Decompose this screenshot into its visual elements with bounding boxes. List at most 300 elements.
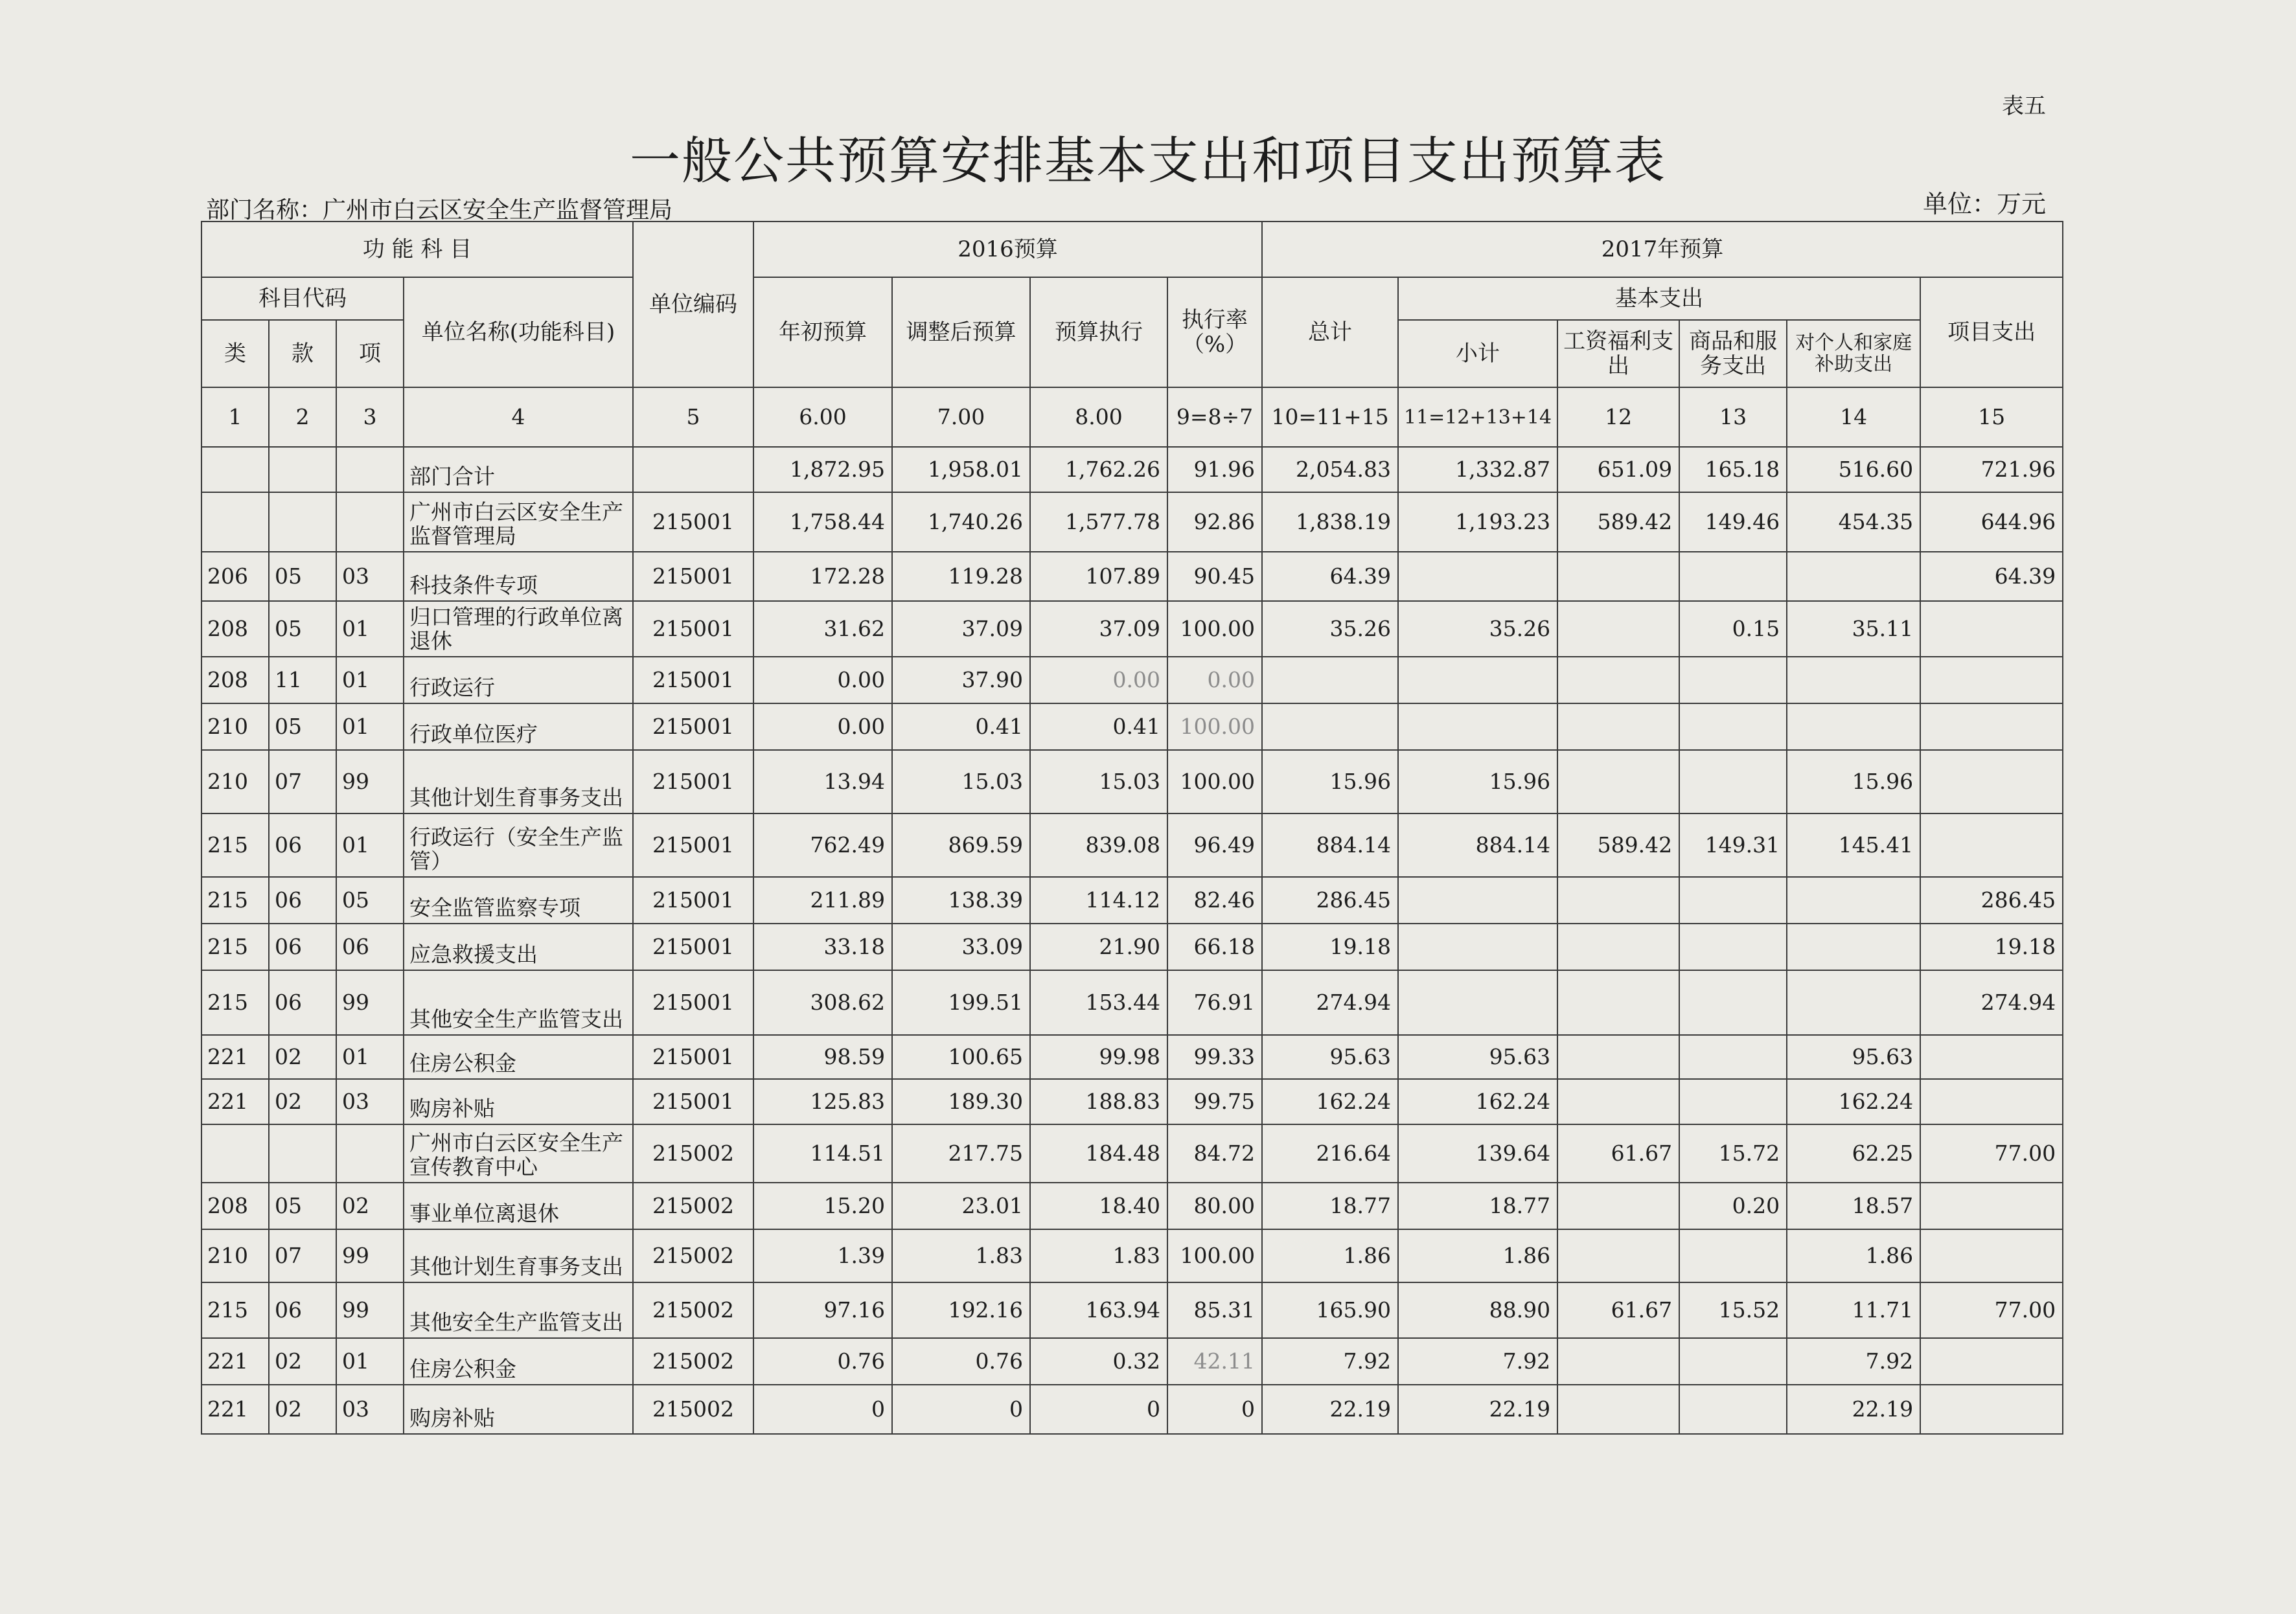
execution-rate-cell: 0.00 — [1167, 657, 1262, 703]
subtotal-cell — [1398, 657, 1557, 703]
initial-budget-header: 年初预算 — [753, 277, 892, 387]
unit-name-cell: 其他计划生育事务支出 — [404, 750, 633, 813]
total-cell: 19.18 — [1262, 924, 1398, 970]
category-cell: 215 — [201, 813, 269, 877]
individual-household-cell — [1787, 970, 1920, 1035]
goods-services-cell — [1679, 1079, 1787, 1124]
individual-household-cell: 7.92 — [1787, 1338, 1920, 1385]
total-cell: 2,054.83 — [1262, 447, 1398, 492]
adjusted-budget-cell: 1.83 — [892, 1229, 1030, 1282]
total-cell: 216.64 — [1262, 1124, 1398, 1183]
individual-household-cell: 162.24 — [1787, 1079, 1920, 1124]
section-cell — [269, 492, 336, 552]
goods-services-cell — [1679, 970, 1787, 1035]
item-cell: 03 — [336, 1079, 404, 1124]
unit-code-cell: 215001 — [633, 924, 753, 970]
adjusted-budget-cell: 33.09 — [892, 924, 1030, 970]
adjusted-budget-cell: 189.30 — [892, 1079, 1030, 1124]
section-cell: 06 — [269, 924, 336, 970]
wages-welfare-cell: 589.42 — [1557, 492, 1679, 552]
execution-rate-cell: 100.00 — [1167, 601, 1262, 657]
section-cell: 06 — [269, 813, 336, 877]
category-cell — [201, 447, 269, 492]
unit-name-cell: 广州市白云区安全生产监督管理局 — [404, 492, 633, 552]
budget-table — [201, 221, 2063, 1435]
item-cell: 99 — [336, 970, 404, 1035]
individual-household-cell: 1.86 — [1787, 1229, 1920, 1282]
unit-name-cell: 住房公积金 — [404, 1035, 633, 1079]
subtotal-cell: 35.26 — [1398, 601, 1557, 657]
adjusted-budget-cell: 192.16 — [892, 1282, 1030, 1338]
goods-services-cell — [1679, 1035, 1787, 1079]
individual-household-cell: 22.19 — [1787, 1385, 1920, 1434]
project-expenditure-cell — [1920, 601, 2063, 657]
execution-rate-cell: 99.33 — [1167, 1035, 1262, 1079]
individual-household-cell: 35.11 — [1787, 601, 1920, 657]
budget-execution-cell: 99.98 — [1030, 1035, 1167, 1079]
subtotal-cell: 162.24 — [1398, 1079, 1557, 1124]
project-expenditure-header: 项目支出 — [1920, 277, 2063, 387]
table-row — [201, 1124, 2063, 1183]
header-row-2 — [201, 277, 2063, 320]
execution-rate-cell: 100.00 — [1167, 703, 1262, 750]
table-row — [201, 601, 2063, 657]
unit-code-cell: 215002 — [633, 1385, 753, 1434]
budget-execution-cell: 1,762.26 — [1030, 447, 1167, 492]
execution-rate-cell: 92.86 — [1167, 492, 1262, 552]
table-row — [201, 750, 2063, 813]
total-cell: 15.96 — [1262, 750, 1398, 813]
item-cell: 03 — [336, 552, 404, 601]
subtotal-cell: 1.86 — [1398, 1229, 1557, 1282]
unit-code-cell: 215001 — [633, 813, 753, 877]
initial-budget-cell: 0.00 — [753, 703, 892, 750]
adjusted-budget-cell: 15.03 — [892, 750, 1030, 813]
individual-household-cell: 95.63 — [1787, 1035, 1920, 1079]
col-number: 6.00 — [753, 387, 892, 447]
goods-services-cell — [1679, 703, 1787, 750]
wages-welfare-cell: 61.67 — [1557, 1282, 1679, 1338]
budget-execution-cell: 37.09 — [1030, 601, 1167, 657]
goods-services-cell — [1679, 552, 1787, 601]
unit-code-cell: 215001 — [633, 492, 753, 552]
item-cell: 03 — [336, 1385, 404, 1434]
wages-welfare-cell — [1557, 924, 1679, 970]
category-cell: 208 — [201, 657, 269, 703]
unit-name-cell: 行政运行（安全生产监管） — [404, 813, 633, 877]
wages-welfare-cell — [1557, 750, 1679, 813]
project-expenditure-cell: 77.00 — [1920, 1124, 2063, 1183]
wages-welfare-cell — [1557, 1183, 1679, 1229]
table-row — [201, 1338, 2063, 1385]
budget-execution-header: 预算执行 — [1030, 277, 1167, 387]
execution-rate-cell: 80.00 — [1167, 1183, 1262, 1229]
item-cell — [336, 492, 404, 552]
category-cell: 221 — [201, 1338, 269, 1385]
project-expenditure-cell — [1920, 1183, 2063, 1229]
item-header: 项 — [336, 320, 404, 387]
section-cell: 07 — [269, 750, 336, 813]
subtotal-header: 小计 — [1398, 320, 1557, 387]
wages-welfare-cell — [1557, 657, 1679, 703]
initial-budget-cell: 1,872.95 — [753, 447, 892, 492]
item-cell: 99 — [336, 750, 404, 813]
col-number: 13 — [1679, 387, 1787, 447]
col-number: 14 — [1787, 387, 1920, 447]
adjusted-budget-cell: 1,958.01 — [892, 447, 1030, 492]
unit-code-cell: 215002 — [633, 1124, 753, 1183]
adjusted-budget-cell: 37.90 — [892, 657, 1030, 703]
budget-execution-cell: 839.08 — [1030, 813, 1167, 877]
item-cell — [336, 1124, 404, 1183]
total-cell: 1.86 — [1262, 1229, 1398, 1282]
wages-welfare-cell — [1557, 1035, 1679, 1079]
col-number: 11=12+13+14 — [1398, 387, 1557, 447]
col-number: 4 — [404, 387, 633, 447]
goods-services-cell: 165.18 — [1679, 447, 1787, 492]
col-number: 7.00 — [892, 387, 1030, 447]
table-row — [201, 1183, 2063, 1229]
goods-services-header: 商品和服务支出 — [1679, 320, 1787, 387]
wages-welfare-cell — [1557, 1229, 1679, 1282]
adjusted-budget-header: 调整后预算 — [892, 277, 1030, 387]
initial-budget-cell: 97.16 — [753, 1282, 892, 1338]
project-expenditure-cell — [1920, 1035, 2063, 1079]
table-row — [201, 1282, 2063, 1338]
total-cell: 18.77 — [1262, 1183, 1398, 1229]
budget-execution-cell: 21.90 — [1030, 924, 1167, 970]
initial-budget-cell: 1,758.44 — [753, 492, 892, 552]
unit-name-cell: 行政运行 — [404, 657, 633, 703]
adjusted-budget-cell: 0 — [892, 1385, 1030, 1434]
adjusted-budget-cell: 0.76 — [892, 1338, 1030, 1385]
table-row — [201, 492, 2063, 552]
col-number: 1 — [201, 387, 269, 447]
initial-budget-cell: 0.76 — [753, 1338, 892, 1385]
budget-execution-cell: 1,577.78 — [1030, 492, 1167, 552]
category-cell: 221 — [201, 1385, 269, 1434]
unit-code-cell: 215001 — [633, 877, 753, 924]
wages-welfare-header: 工资福利支出 — [1557, 320, 1679, 387]
individual-household-cell — [1787, 552, 1920, 601]
wages-welfare-cell — [1557, 1338, 1679, 1385]
initial-budget-cell: 98.59 — [753, 1035, 892, 1079]
section-cell: 06 — [269, 877, 336, 924]
table-row — [201, 813, 2063, 877]
wages-welfare-cell: 589.42 — [1557, 813, 1679, 877]
budget-execution-cell: 114.12 — [1030, 877, 1167, 924]
category-cell: 215 — [201, 924, 269, 970]
execution-rate-cell: 96.49 — [1167, 813, 1262, 877]
initial-budget-cell: 13.94 — [753, 750, 892, 813]
initial-budget-cell: 308.62 — [753, 970, 892, 1035]
subtotal-cell — [1398, 703, 1557, 750]
table-row — [201, 657, 2063, 703]
unit-code-cell: 215001 — [633, 970, 753, 1035]
wages-welfare-cell — [1557, 601, 1679, 657]
goods-services-cell — [1679, 924, 1787, 970]
wages-welfare-cell — [1557, 552, 1679, 601]
project-expenditure-cell: 19.18 — [1920, 924, 2063, 970]
unit-code-cell: 215001 — [633, 1035, 753, 1079]
execution-rate-cell: 42.11 — [1167, 1338, 1262, 1385]
section-cell: 05 — [269, 703, 336, 750]
individual-household-header: 对个人和家庭补助支出 — [1787, 320, 1920, 387]
section-cell: 07 — [269, 1229, 336, 1282]
section-cell: 05 — [269, 601, 336, 657]
unit-name-cell: 事业单位离退休 — [404, 1183, 633, 1229]
adjusted-budget-cell: 23.01 — [892, 1183, 1030, 1229]
goods-services-cell — [1679, 657, 1787, 703]
project-expenditure-cell — [1920, 657, 2063, 703]
budget-execution-cell: 0.32 — [1030, 1338, 1167, 1385]
total-cell: 35.26 — [1262, 601, 1398, 657]
basic-expenditure-header: 基本支出 — [1398, 277, 1920, 320]
item-cell: 01 — [336, 813, 404, 877]
goods-services-cell: 15.72 — [1679, 1124, 1787, 1183]
total-cell: 1,838.19 — [1262, 492, 1398, 552]
total-cell: 165.90 — [1262, 1282, 1398, 1338]
goods-services-cell — [1679, 1385, 1787, 1434]
function-subject-header: 功 能 科 目 — [201, 222, 633, 277]
adjusted-budget-cell: 37.09 — [892, 601, 1030, 657]
initial-budget-cell: 1.39 — [753, 1229, 892, 1282]
unit-code-header: 单位编码 — [633, 222, 753, 387]
table-row — [201, 1229, 2063, 1282]
total-cell: 286.45 — [1262, 877, 1398, 924]
item-cell: 01 — [336, 601, 404, 657]
execution-rate-cell: 82.46 — [1167, 877, 1262, 924]
individual-household-cell: 516.60 — [1787, 447, 1920, 492]
category-cell — [201, 492, 269, 552]
unit-name-cell: 住房公积金 — [404, 1338, 633, 1385]
individual-household-cell: 18.57 — [1787, 1183, 1920, 1229]
category-cell: 215 — [201, 877, 269, 924]
unit-name-cell: 购房补贴 — [404, 1079, 633, 1124]
budget-execution-cell: 153.44 — [1030, 970, 1167, 1035]
total-cell — [1262, 657, 1398, 703]
item-cell: 99 — [336, 1282, 404, 1338]
execution-rate-cell: 84.72 — [1167, 1124, 1262, 1183]
col-number: 5 — [633, 387, 753, 447]
execution-rate-cell: 100.00 — [1167, 750, 1262, 813]
goods-services-cell: 149.31 — [1679, 813, 1787, 877]
subtotal-cell: 7.92 — [1398, 1338, 1557, 1385]
wages-welfare-cell — [1557, 877, 1679, 924]
category-cell: 215 — [201, 1282, 269, 1338]
goods-services-cell: 0.20 — [1679, 1183, 1787, 1229]
project-expenditure-cell: 77.00 — [1920, 1282, 2063, 1338]
budget-2016-header: 2016预算 — [753, 222, 1262, 277]
total-header: 总计 — [1262, 277, 1398, 387]
adjusted-budget-cell: 119.28 — [892, 552, 1030, 601]
item-cell: 02 — [336, 1183, 404, 1229]
unit-code-cell: 215002 — [633, 1229, 753, 1282]
wages-welfare-cell — [1557, 1385, 1679, 1434]
goods-services-cell — [1679, 1338, 1787, 1385]
total-cell: 95.63 — [1262, 1035, 1398, 1079]
unit-name-cell: 购房补贴 — [404, 1385, 633, 1434]
total-cell: 884.14 — [1262, 813, 1398, 877]
subtotal-cell — [1398, 552, 1557, 601]
adjusted-budget-cell: 100.65 — [892, 1035, 1030, 1079]
goods-services-cell: 0.15 — [1679, 601, 1787, 657]
category-cell: 206 — [201, 552, 269, 601]
execution-rate-cell: 91.96 — [1167, 447, 1262, 492]
subtotal-cell: 884.14 — [1398, 813, 1557, 877]
goods-services-cell: 149.46 — [1679, 492, 1787, 552]
execution-rate-cell: 100.00 — [1167, 1229, 1262, 1282]
category-cell: 210 — [201, 750, 269, 813]
goods-services-cell — [1679, 750, 1787, 813]
budget-execution-cell: 184.48 — [1030, 1124, 1167, 1183]
category-cell: 221 — [201, 1079, 269, 1124]
section-cell: 02 — [269, 1035, 336, 1079]
category-cell — [201, 1124, 269, 1183]
section-cell: 06 — [269, 970, 336, 1035]
budget-execution-cell: 1.83 — [1030, 1229, 1167, 1282]
individual-household-cell — [1787, 703, 1920, 750]
budget-execution-cell: 188.83 — [1030, 1079, 1167, 1124]
total-cell: 64.39 — [1262, 552, 1398, 601]
subtotal-cell: 18.77 — [1398, 1183, 1557, 1229]
unit-name-cell: 部门合计 — [404, 447, 633, 492]
individual-household-cell — [1787, 877, 1920, 924]
col-number: 10=11+15 — [1262, 387, 1398, 447]
unit-name-cell: 科技条件专项 — [404, 552, 633, 601]
section-header: 款 — [269, 320, 336, 387]
item-cell: 06 — [336, 924, 404, 970]
project-expenditure-cell — [1920, 813, 2063, 877]
table-row — [201, 552, 2063, 601]
wages-welfare-cell: 61.67 — [1557, 1124, 1679, 1183]
project-expenditure-cell — [1920, 1338, 2063, 1385]
item-cell: 05 — [336, 877, 404, 924]
project-expenditure-cell: 274.94 — [1920, 970, 2063, 1035]
adjusted-budget-cell: 0.41 — [892, 703, 1030, 750]
subtotal-cell: 1,193.23 — [1398, 492, 1557, 552]
col-number: 9=8÷7 — [1167, 387, 1262, 447]
adjusted-budget-cell: 199.51 — [892, 970, 1030, 1035]
initial-budget-cell: 125.83 — [753, 1079, 892, 1124]
section-cell: 05 — [269, 1183, 336, 1229]
individual-household-cell: 15.96 — [1787, 750, 1920, 813]
individual-household-cell: 62.25 — [1787, 1124, 1920, 1183]
budget-execution-cell: 0 — [1030, 1385, 1167, 1434]
table-row — [201, 970, 2063, 1035]
wages-welfare-cell: 651.09 — [1557, 447, 1679, 492]
unit-name-cell: 其他计划生育事务支出 — [404, 1229, 633, 1282]
col-number: 2 — [269, 387, 336, 447]
project-expenditure-cell — [1920, 1079, 2063, 1124]
adjusted-budget-cell: 1,740.26 — [892, 492, 1030, 552]
unit-name-cell: 其他安全生产监管支出 — [404, 1282, 633, 1338]
unit-code-cell — [633, 447, 753, 492]
initial-budget-cell: 762.49 — [753, 813, 892, 877]
total-cell — [1262, 703, 1398, 750]
subtotal-cell — [1398, 924, 1557, 970]
table-row — [201, 447, 2063, 492]
wages-welfare-cell — [1557, 970, 1679, 1035]
subject-code-header: 科目代码 — [201, 277, 404, 320]
adjusted-budget-cell: 217.75 — [892, 1124, 1030, 1183]
budget-execution-cell: 0.00 — [1030, 657, 1167, 703]
individual-household-cell: 145.41 — [1787, 813, 1920, 877]
category-cell: 208 — [201, 1183, 269, 1229]
page-title: 一般公共预算安排基本支出和项目支出预算表 — [629, 132, 1666, 190]
execution-rate-cell: 90.45 — [1167, 552, 1262, 601]
column-number-row — [201, 387, 2063, 447]
subtotal-cell: 139.64 — [1398, 1124, 1557, 1183]
total-cell: 22.19 — [1262, 1385, 1398, 1434]
total-cell: 274.94 — [1262, 970, 1398, 1035]
initial-budget-cell: 31.62 — [753, 601, 892, 657]
budget-execution-cell: 107.89 — [1030, 552, 1167, 601]
initial-budget-cell: 211.89 — [753, 877, 892, 924]
table-row — [201, 924, 2063, 970]
category-cell: 210 — [201, 1229, 269, 1282]
category-cell: 208 — [201, 601, 269, 657]
item-cell: 01 — [336, 703, 404, 750]
col-number: 12 — [1557, 387, 1679, 447]
section-cell: 05 — [269, 552, 336, 601]
project-expenditure-cell: 64.39 — [1920, 552, 2063, 601]
unit-code-cell: 215002 — [633, 1338, 753, 1385]
unit-code-cell: 215001 — [633, 601, 753, 657]
table-row — [201, 1385, 2063, 1434]
table-number: 表五 — [2002, 93, 2046, 119]
initial-budget-cell: 0.00 — [753, 657, 892, 703]
section-cell: 11 — [269, 657, 336, 703]
project-expenditure-cell: 286.45 — [1920, 877, 2063, 924]
budget-execution-cell: 15.03 — [1030, 750, 1167, 813]
execution-rate-header: 执行率（%） — [1167, 277, 1262, 387]
subtotal-cell: 22.19 — [1398, 1385, 1557, 1434]
header-row-1 — [201, 222, 2063, 277]
col-number: 15 — [1920, 387, 2063, 447]
subtotal-cell — [1398, 877, 1557, 924]
adjusted-budget-cell: 869.59 — [892, 813, 1030, 877]
section-cell — [269, 1124, 336, 1183]
table-row — [201, 703, 2063, 750]
unit-name-cell: 归口管理的行政单位离退休 — [404, 601, 633, 657]
section-cell: 02 — [269, 1338, 336, 1385]
unit-code-cell: 215001 — [633, 750, 753, 813]
initial-budget-cell: 0 — [753, 1385, 892, 1434]
unit-code-cell: 215001 — [633, 1079, 753, 1124]
initial-budget-cell: 15.20 — [753, 1183, 892, 1229]
execution-rate-cell: 99.75 — [1167, 1079, 1262, 1124]
individual-household-cell: 454.35 — [1787, 492, 1920, 552]
goods-services-cell: 15.52 — [1679, 1282, 1787, 1338]
budget-execution-cell: 0.41 — [1030, 703, 1167, 750]
unit-code-cell: 215001 — [633, 703, 753, 750]
project-expenditure-cell — [1920, 750, 2063, 813]
individual-household-cell: 11.71 — [1787, 1282, 1920, 1338]
item-cell: 01 — [336, 1035, 404, 1079]
category-cell: 215 — [201, 970, 269, 1035]
section-cell: 02 — [269, 1385, 336, 1434]
goods-services-cell — [1679, 877, 1787, 924]
category-cell: 221 — [201, 1035, 269, 1079]
budget-execution-cell: 163.94 — [1030, 1282, 1167, 1338]
department-label: 部门名称：广州市白云区安全生产监督管理局 — [206, 197, 673, 223]
table-row — [201, 1035, 2063, 1079]
project-expenditure-cell: 721.96 — [1920, 447, 2063, 492]
subtotal-cell — [1398, 970, 1557, 1035]
total-cell: 7.92 — [1262, 1338, 1398, 1385]
unit-code-cell: 215002 — [633, 1183, 753, 1229]
